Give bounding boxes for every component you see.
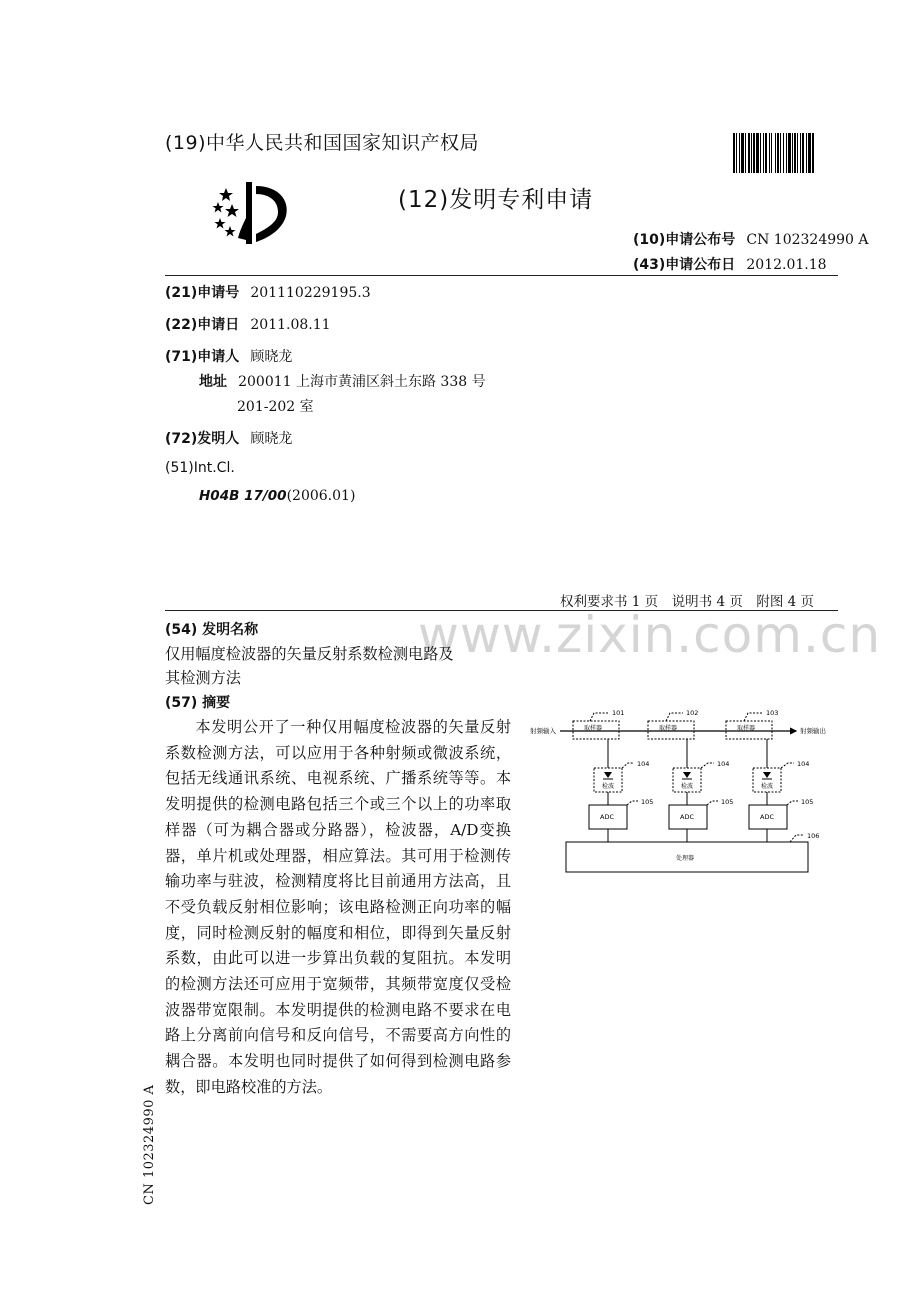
- barcode-bar: [792, 133, 793, 173]
- application-number: 201110229195.3: [250, 285, 371, 301]
- barcode-bar: [769, 133, 770, 173]
- barcode-bar: [802, 133, 804, 173]
- barcode-bar: [800, 133, 801, 173]
- address-line1: 200011 上海市黄浦区斜土东路 338 号: [238, 374, 486, 390]
- ref-105-c: 105: [801, 798, 814, 806]
- barcode-bar: [780, 133, 781, 173]
- side-publication-number: CN 102324990 A: [142, 1084, 157, 1205]
- barcode-bar: [797, 133, 798, 173]
- barcode-bar: [808, 133, 811, 173]
- barcode-bar: [763, 133, 764, 173]
- barcode-bar: [765, 133, 767, 173]
- barcode-bar: [753, 133, 755, 173]
- barcode-bar: [775, 133, 776, 173]
- publication-date-row: [633, 254, 827, 274]
- cnipa-logo-icon: [206, 178, 292, 246]
- ref-104-c: 104: [797, 760, 810, 768]
- applicant-row: [165, 346, 292, 366]
- application-date: 2011.08.11: [250, 317, 331, 333]
- barcode-bar: [788, 133, 791, 173]
- sampler-label-3: 取样器: [737, 725, 756, 732]
- barcode-bar: [786, 133, 787, 173]
- detector-label-2: 检波: [681, 783, 694, 790]
- application-number-row: [165, 282, 371, 302]
- abstract-text: 本发明公开了一种仅用幅度检波器的矢量反射系数检测方法，可以应用于各种射频或微波系统，包括无线通讯系统、电视系统、广播系统等等。本发明提供的检测电路包括三个或三个以上的功率取样器（可为耦合器或分路器），检波器，A/D变换器，单片机或处理器，相应算法。其可用于检测传输功率与驻波，检测精度将比目前通用方法高，且不受负载反射相位影响；该电路检测正向功率的幅度，同时检测反射的幅度和相位，即得到矢量反射系数，由此可以进一步算出负载的复阻抗。本发明的检测方法还可应用于宽频带，其频带宽度仅受检波器带宽限制。本发明提供的检测电路不要求在电路上分离前向信号和反向信号，不需要高方向性的耦合器。本发明也同时提供了如何得到检测电路参数，即电路校准的方法。: [165, 718, 511, 1096]
- circuit-diagram: [528, 705, 840, 875]
- inventor: 顾晓龙: [250, 431, 293, 447]
- detector-label-1: 检波: [602, 783, 615, 790]
- barcode-bar: [756, 133, 759, 173]
- barcode-bar: [741, 133, 744, 173]
- processor-label: 处理器: [676, 855, 695, 862]
- adc-label-1: ADC: [600, 813, 614, 821]
- invention-title-line1: 仅用幅度检波器的矢量反射系数检测电路及: [165, 645, 454, 663]
- abstract-label: (57) 摘要: [165, 695, 231, 711]
- barcode-bar: [794, 133, 796, 173]
- barcode-bar: [748, 133, 750, 173]
- header-rule: [165, 275, 838, 276]
- barcode-bar: [812, 133, 814, 173]
- address-label: 地址: [199, 374, 227, 390]
- ref-102: 102: [686, 709, 699, 717]
- ref-105-b: 105: [721, 798, 734, 806]
- application-date-row: [165, 314, 331, 334]
- sampler-label-2: 取样器: [659, 725, 678, 732]
- adc-label-3: ADC: [760, 813, 774, 821]
- ref-104-b: 104: [717, 760, 730, 768]
- adc-label-2: ADC: [680, 813, 694, 821]
- publication-date: 2012.01.18: [746, 257, 827, 273]
- barcode-bar: [739, 133, 740, 173]
- ref-106: 106: [807, 832, 820, 840]
- barcode-bar: [745, 133, 746, 173]
- int-cl-label: (51)Int.Cl.: [165, 460, 235, 476]
- int-cl-row: [199, 485, 355, 504]
- inventor-row: [165, 428, 292, 448]
- publication-date-label: (43)申请公布日: [633, 257, 736, 273]
- publication-number-label: (10)申请公布号: [633, 232, 736, 248]
- title-label: (54) 发明名称: [165, 622, 259, 638]
- publication-number-row: [633, 229, 869, 249]
- ref-103: 103: [766, 709, 779, 717]
- sampler-label-1: 取样器: [584, 725, 603, 732]
- document-type: (12)发明专利申请: [398, 187, 594, 213]
- address-line2: 201-202 室: [237, 399, 314, 415]
- barcode-bar: [806, 133, 807, 173]
- applicant-label: (71)申请人: [165, 349, 240, 365]
- ref-101: 101: [612, 709, 625, 717]
- detector-2: [673, 768, 701, 792]
- ref-104-a: 104: [637, 760, 650, 768]
- barcode: [733, 133, 866, 173]
- rf-input-label: 射频输入: [530, 727, 556, 735]
- barcode-bar: [777, 133, 779, 173]
- office-name: (19)中华人民共和国国家知识产权局: [165, 132, 480, 154]
- detector-1: [594, 768, 622, 792]
- application-date-label: (22)申请日: [165, 317, 240, 333]
- barcode-bar: [736, 133, 737, 173]
- publication-number: CN 102324990 A: [746, 232, 869, 248]
- address-row: [199, 371, 486, 391]
- watermark: www.zixin.com.cn: [418, 606, 882, 664]
- ref-105-a: 105: [641, 798, 654, 806]
- barcode-bar: [760, 133, 761, 173]
- int-cl-code: H04B 17/00: [199, 488, 287, 504]
- pages-summary: 权利要求书 1 页 说明书 4 页 附图 4 页: [560, 594, 815, 610]
- inventor-label: (72)发明人: [165, 431, 240, 447]
- application-number-label: (21)申请号: [165, 285, 240, 301]
- applicant: 顾晓龙: [250, 349, 293, 365]
- barcode-bar: [771, 133, 772, 173]
- rf-output-label: 射频输出: [800, 727, 826, 735]
- barcode-bar: [783, 133, 784, 173]
- invention-title-line2: 其检测方法: [165, 669, 241, 687]
- detector-label-3: 检波: [761, 783, 774, 790]
- int-cl-year: (2006.01): [286, 488, 356, 504]
- barcode-bar: [733, 133, 735, 173]
- barcode-bar: [751, 133, 752, 173]
- detector-3: [753, 768, 781, 792]
